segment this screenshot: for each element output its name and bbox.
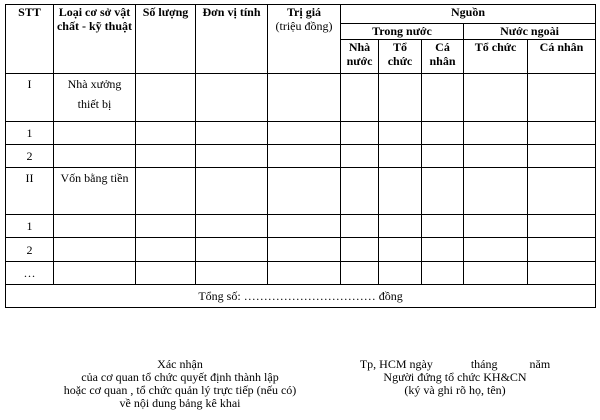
cell-empty — [341, 144, 379, 167]
cell-empty — [379, 121, 422, 144]
row-category — [54, 238, 136, 261]
table-row — [6, 238, 596, 261]
header-category-text: Loại cơ sở vật chất - kỹ thuật — [56, 5, 132, 33]
header-value-text: Trị giá — [286, 5, 322, 19]
cell-empty — [528, 215, 596, 238]
header-source-text: Nguồn — [451, 5, 486, 19]
table-row — [6, 261, 596, 284]
table-row — [6, 168, 596, 215]
date-year: năm — [529, 357, 551, 371]
cell-empty — [528, 238, 596, 261]
cell-empty — [422, 238, 464, 261]
cell-empty — [528, 168, 596, 215]
header-stt — [6, 5, 54, 74]
cell-empty — [196, 74, 268, 121]
header-domestic-text: Trong nước — [372, 24, 432, 39]
cell-empty — [464, 168, 528, 215]
row-stt: … — [6, 261, 54, 284]
signature-block — [330, 358, 580, 397]
date-month: tháng — [470, 357, 498, 371]
confirmation-line4: về nội dung bảng kê khai — [119, 396, 241, 410]
date-place: Tp, HCM ngày — [359, 357, 433, 371]
cell-empty — [341, 74, 379, 121]
cell-empty — [268, 168, 341, 215]
cell-empty — [268, 121, 341, 144]
header-value-unit: (triệu đồng) — [275, 19, 333, 33]
header-individual-foreign — [528, 40, 596, 74]
total-dots: …………………………… — [243, 288, 376, 303]
header-individual-domestic-text: Cá nhân — [429, 40, 456, 69]
cell-empty — [528, 261, 596, 284]
total-row — [6, 284, 596, 307]
cell-empty — [528, 74, 596, 121]
header-category — [54, 5, 136, 74]
signer-title: Người đứng tổ chức KH&CN — [383, 370, 527, 384]
confirmation-line3: hoặc cơ quan , tổ chức quản lý trực tiếp (nếu có) — [63, 383, 297, 397]
header-state — [341, 40, 379, 74]
cell-empty — [196, 215, 268, 238]
cell-empty — [464, 74, 528, 121]
asset-declaration-table — [5, 4, 596, 308]
cell-empty — [422, 74, 464, 121]
confirmation-title: Xác nhận — [157, 357, 203, 371]
cell-empty — [268, 215, 341, 238]
cell-empty — [196, 168, 268, 215]
row-stt: 1 — [6, 121, 54, 144]
cell-empty — [268, 144, 341, 167]
header-org-domestic-text: Tổ chức — [387, 40, 413, 69]
row-stt: 2 — [6, 144, 54, 167]
cell-empty — [528, 121, 596, 144]
table-row — [6, 121, 596, 144]
header-value — [268, 5, 341, 74]
table-row — [6, 74, 596, 121]
cell-empty — [422, 215, 464, 238]
cell-empty — [136, 261, 196, 284]
cell-empty — [379, 144, 422, 167]
cell-empty — [464, 215, 528, 238]
cell-empty — [379, 238, 422, 261]
cell-empty — [464, 238, 528, 261]
header-org-foreign — [464, 40, 528, 74]
table-row — [6, 215, 596, 238]
confirmation-line2: của cơ quan tổ chức quyết định thành lập — [81, 370, 279, 384]
header-quantity-text: Số lượng — [142, 5, 189, 19]
cell-empty — [196, 238, 268, 261]
total-unit: đồng — [378, 288, 403, 303]
row-category: Vốn bằng tiền — [54, 168, 136, 215]
row-category — [54, 261, 136, 284]
row-stt: II — [6, 168, 54, 215]
header-domestic — [341, 24, 464, 40]
row-stt: 2 — [6, 238, 54, 261]
signer-note: (ký và ghi rõ họ, tên) — [404, 383, 506, 397]
header-foreign-text: Nước ngoài — [500, 24, 559, 39]
cell-empty — [379, 261, 422, 284]
cell-empty — [268, 238, 341, 261]
cell-empty — [422, 121, 464, 144]
cell-empty — [341, 238, 379, 261]
cell-empty — [379, 74, 422, 121]
cell-empty — [196, 121, 268, 144]
cell-empty — [136, 238, 196, 261]
cell-empty — [341, 261, 379, 284]
cell-empty — [136, 168, 196, 215]
header-individual-foreign-text: Cá nhân — [539, 40, 584, 55]
header-foreign — [464, 24, 596, 40]
confirmation-block — [55, 358, 305, 410]
cell-empty — [196, 144, 268, 167]
row-category — [54, 121, 136, 144]
table-row — [6, 144, 596, 167]
cell-empty — [341, 168, 379, 215]
cell-empty — [268, 74, 341, 121]
row-category — [54, 215, 136, 238]
header-state-text: Nhà nước — [346, 40, 373, 69]
cell-empty — [379, 215, 422, 238]
cell-empty — [136, 144, 196, 167]
cell-empty — [464, 261, 528, 284]
header-org-domestic — [379, 40, 422, 74]
row-category: Nhà xưởng thiết bị — [54, 74, 136, 121]
header-stt-text: STT — [18, 5, 41, 19]
cell-empty — [136, 74, 196, 121]
cell-empty — [422, 261, 464, 284]
header-source — [341, 5, 596, 24]
cell-empty — [268, 261, 341, 284]
header-individual-domestic — [422, 40, 464, 74]
row-stt: 1 — [6, 215, 54, 238]
header-unit-text: Đơn vị tính — [202, 5, 261, 19]
row-category — [54, 144, 136, 167]
cell-empty — [341, 121, 379, 144]
cell-empty — [528, 144, 596, 167]
cell-empty — [136, 215, 196, 238]
header-unit — [196, 5, 268, 74]
cell-empty — [422, 144, 464, 167]
total-cell — [6, 284, 596, 307]
cell-empty — [464, 144, 528, 167]
cell-empty — [196, 261, 268, 284]
total-label: Tổng số: — [198, 288, 241, 303]
row-stt: I — [6, 74, 54, 121]
header-org-foreign-text: Tổ chức — [474, 40, 517, 55]
cell-empty — [379, 168, 422, 215]
cell-empty — [136, 121, 196, 144]
cell-empty — [341, 215, 379, 238]
cell-empty — [422, 168, 464, 215]
cell-empty — [464, 121, 528, 144]
header-quantity — [136, 5, 196, 74]
